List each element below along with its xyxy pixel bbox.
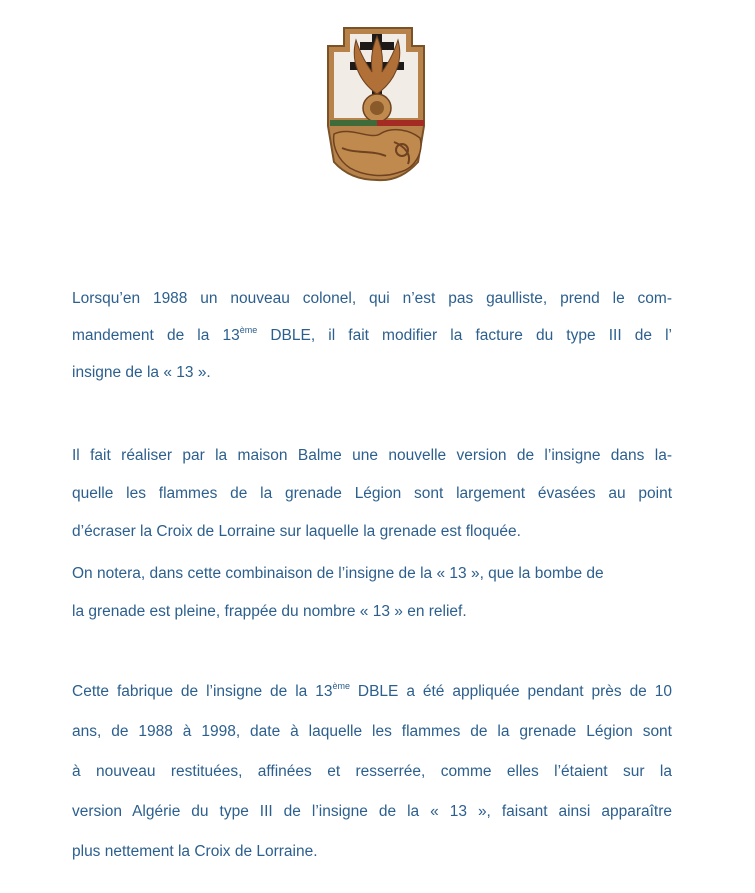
p1-line-1: Lorsqu’en 1988 un nouveau colonel, qui n’est pas gaulliste, prend le com- — [72, 290, 672, 307]
p2-line-4: On notera, dans cette combinaison de l’insigne de la « 13 », que la bombe de — [72, 565, 604, 582]
p2-line-2: quelle les flammes de la grenade Légion sont largement évasées au point — [72, 485, 672, 502]
p1-line-3: insigne de la « 13 ». — [72, 364, 211, 381]
p2-line-5: la grenade est pleine, frappée du nombre « 13 » en relief. — [72, 603, 467, 620]
legion-insignia-icon — [320, 22, 435, 187]
p2-line-1: Il fait réaliser par la maison Balme une nouvelle version de l’insigne dans la- — [72, 447, 672, 464]
p3-line-2: ans, de 1988 à 1998, date à laquelle les flammes de la grenade Légion sont — [72, 723, 672, 740]
p3-line-5: plus nettement la Croix de Lorraine. — [72, 843, 318, 860]
p1-line-2: mandement de la 13ème DBLE, il fait modifier la facture du type III de l’ — [72, 325, 672, 344]
p3-line-3: à nouveau restituées, affinées et resserrée, comme elles l’étaient sur la — [72, 763, 672, 780]
p2-line-3: d’écraser la Croix de Lorraine sur laquelle la grenade est floquée. — [72, 523, 521, 540]
p3-line-4: version Algérie du type III de l’insigne de la « 13 », faisant ainsi apparaître — [72, 803, 672, 820]
p3-line-1: Cette fabrique de l’insigne de la 13ème DBLE a été appliquée pendant près de 10 — [72, 681, 672, 700]
